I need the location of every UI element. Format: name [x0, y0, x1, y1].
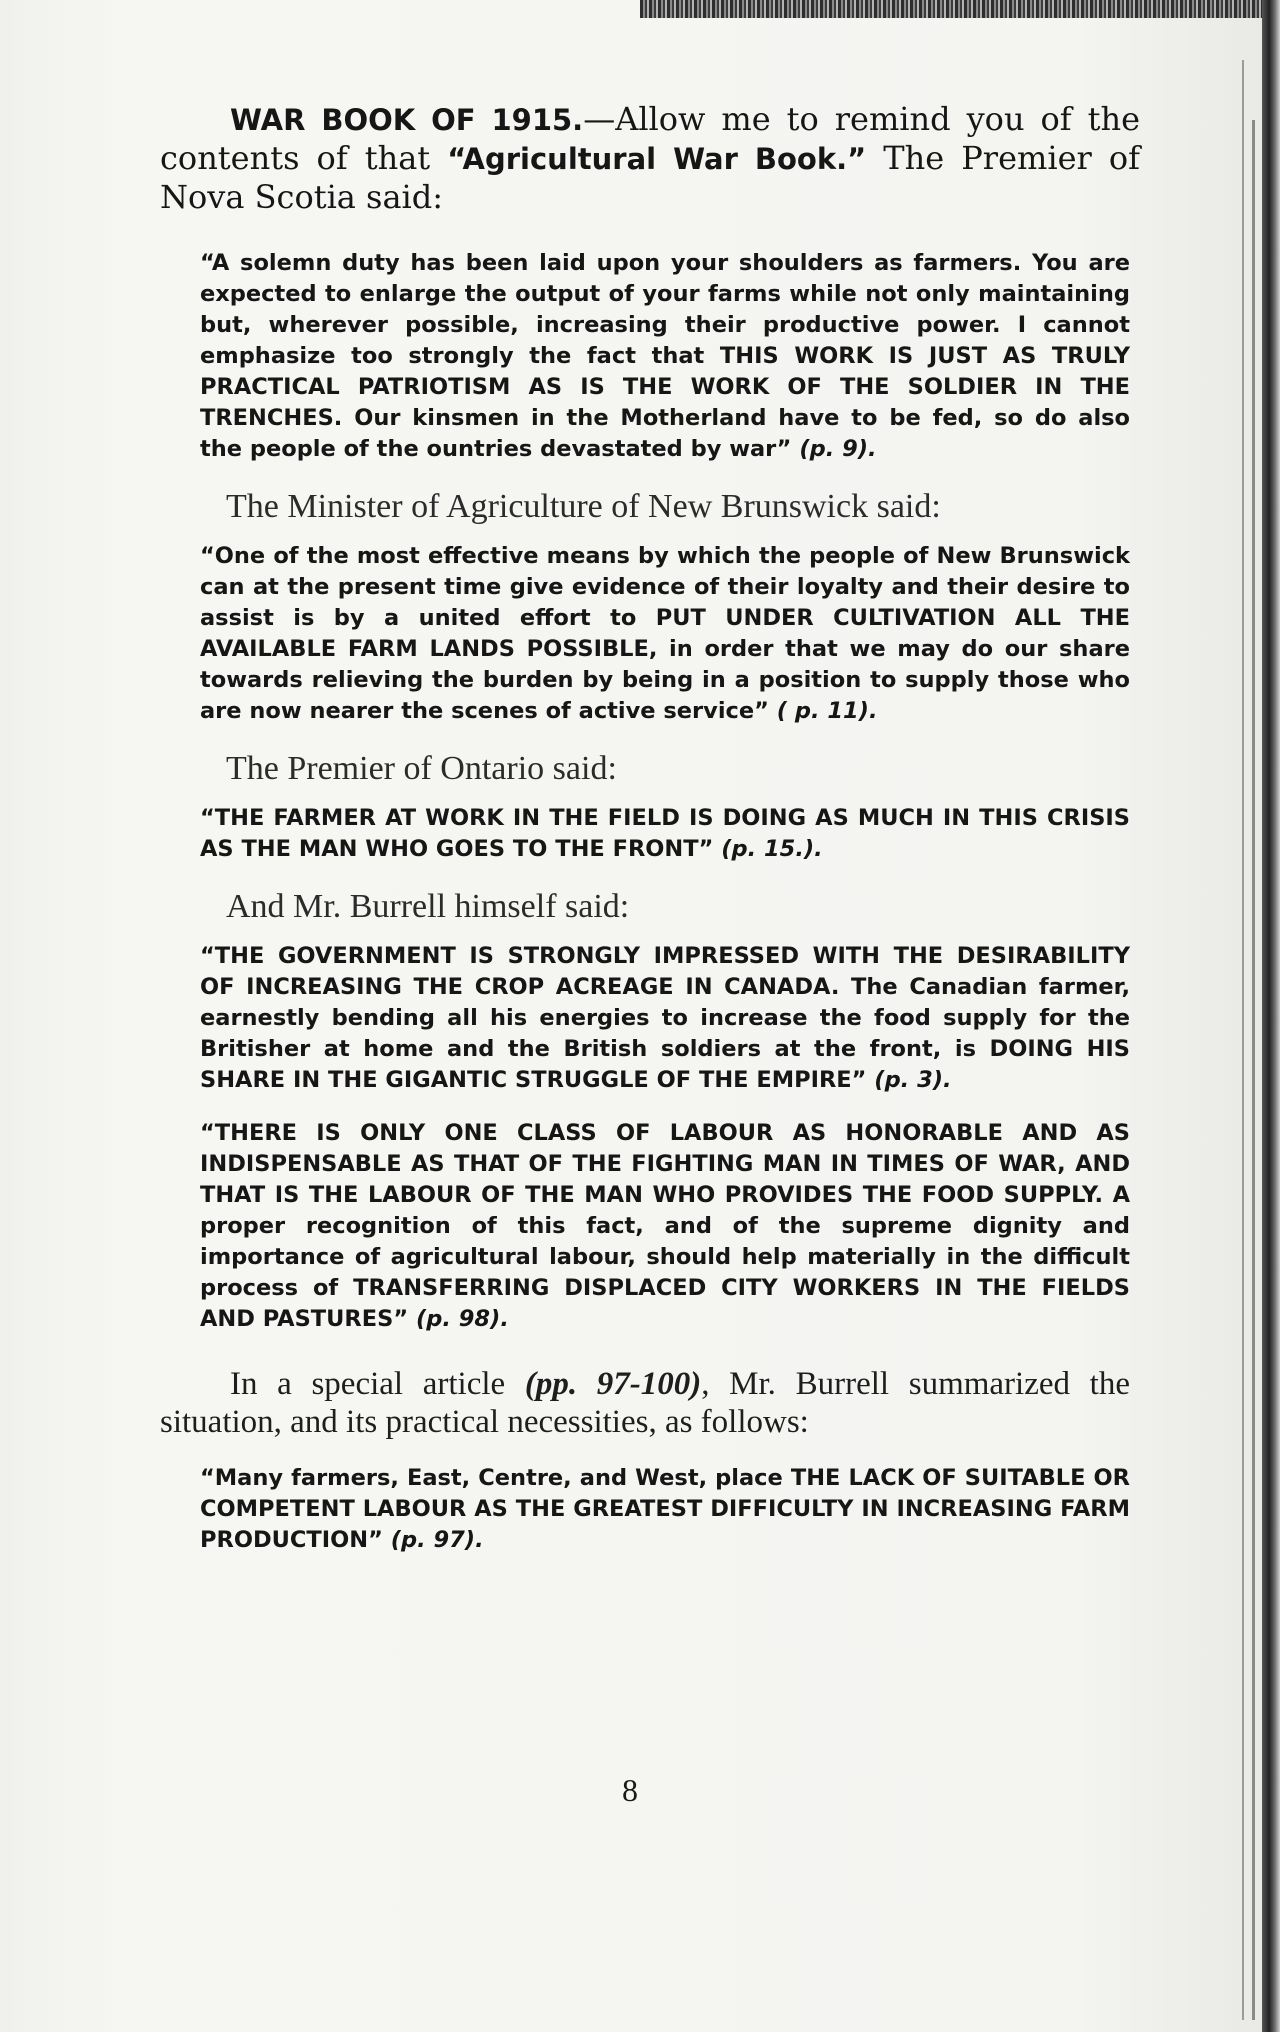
- scan-edge-top: [640, 0, 1262, 18]
- quote-burrell-1: [200, 941, 1130, 1096]
- quote-text: “One of the most effective means by which the people of New Brunswick can at the present time give evidence of their loyalty and their desire to assist is by a united effort to PUT UNDER CULTIVATION ALL THE AVAILABLE FARM LANDS POSSIBLE, in order that we may do our share towards relieving the burden by being in a position to supply those who are now nearer the scenes of active service”: [200, 543, 1130, 724]
- quote-new-brunswick: [200, 541, 1130, 727]
- quote-text: “Many farmers, East, Centre, and West, place THE LACK OF SUITABLE OR COMPETENT LABOUR AS THE GREATEST DIFFICULTY IN INCREASING FARM PRODUCTION”: [200, 1465, 1130, 1553]
- intro-text-2: The Premier of Nova Scotia said:: [160, 139, 1141, 216]
- quote-citation: (p. 97).: [390, 1527, 484, 1553]
- page-text: [160, 100, 1140, 1578]
- intro-paragraph: [160, 100, 1140, 216]
- lead-new-brunswick: The Minister of Agriculture of New Brunswick said:: [226, 488, 941, 525]
- intro-heading: WAR BOOK OF 1915.: [230, 103, 584, 137]
- quote-citation: (p. 98).: [415, 1306, 509, 1332]
- quote-citation: (p. 9).: [799, 436, 877, 462]
- scan-edge-right: [1262, 0, 1280, 2032]
- summary-text-2: , Mr. Burrell summarized the situation, and its practical necessities, as follows:: [160, 1366, 1130, 1440]
- page-number: 8: [622, 1772, 638, 1808]
- quote-text: “THE FARMER AT WORK IN THE FIELD IS DOING AS MUCH IN THIS CRISIS AS THE MAN WHO GOES TO THE FRONT”: [200, 805, 1130, 862]
- quote-text: “THE GOVERNMENT IS STRONGLY IMPRESSED WITH THE DESIRABILITY OF INCREASING THE CROP ACREAGE IN CANADA. The Canadian farmer, earnestly bending all his energies to increase the food supply for the Britisher at home and the British soldiers at the front, is DOING HIS SHARE IN THE GIGANTIC STRUGGLE OF THE EMPIRE”: [200, 943, 1130, 1093]
- quote-text: “A solemn duty has been laid upon your shoulders as farmers. You are expected to enlarge the output of your farms while not only maintaining but, wherever possible, increasing their productive power. I cannot emphasize too strongly the fact that THIS WORK IS JUST AS TRULY PRACTICAL PATRIOTISM AS IS THE WORK OF THE SOLDIER IN THE TRENCHES. Our kinsmen in the Motherland have to be fed, so do also the people of the ountries devastated by war”: [200, 250, 1130, 462]
- quote-citation: (p. 15.).: [721, 836, 823, 862]
- page-edge-shadow-2: [1252, 120, 1255, 2020]
- quote-text: “THERE IS ONLY ONE CLASS OF LABOUR AS HONORABLE AND AS INDISPENSABLE AS THAT OF THE FIGHTING MAN IN TIMES OF WAR, AND THAT IS THE LABOUR OF THE MAN WHO PROVIDES THE FOOD SUPPLY. A proper recognition of this fact, and of the supreme dignity and importance of agricultural labour, should help materially in the difficult process of TRANSFERRING DISPLACED CITY WORKERS IN THE FIELDS AND PASTURES”: [200, 1120, 1130, 1332]
- quote-burrell-2: [200, 1118, 1130, 1335]
- summary-text-1: In a special article: [230, 1366, 525, 1402]
- quote-ontario: [200, 803, 1130, 865]
- book-title: “Agricultural War Book.”: [447, 142, 867, 176]
- lead-burrell: And Mr. Burrell himself said:: [226, 888, 630, 925]
- intro-text-1: —Allow me to remind you of the contents of that: [160, 100, 1140, 177]
- quote-citation: ( p. 11).: [776, 698, 878, 724]
- summary-citation: (pp. 97-100): [524, 1366, 702, 1402]
- page-edge-shadow: [1242, 60, 1244, 2020]
- quote-citation: (p. 3).: [874, 1067, 952, 1093]
- quote-nova-scotia: [200, 248, 1130, 465]
- quote-farmers: [200, 1463, 1130, 1556]
- lead-ontario: The Premier of Ontario said:: [226, 750, 617, 787]
- summary-paragraph: [160, 1365, 1130, 1441]
